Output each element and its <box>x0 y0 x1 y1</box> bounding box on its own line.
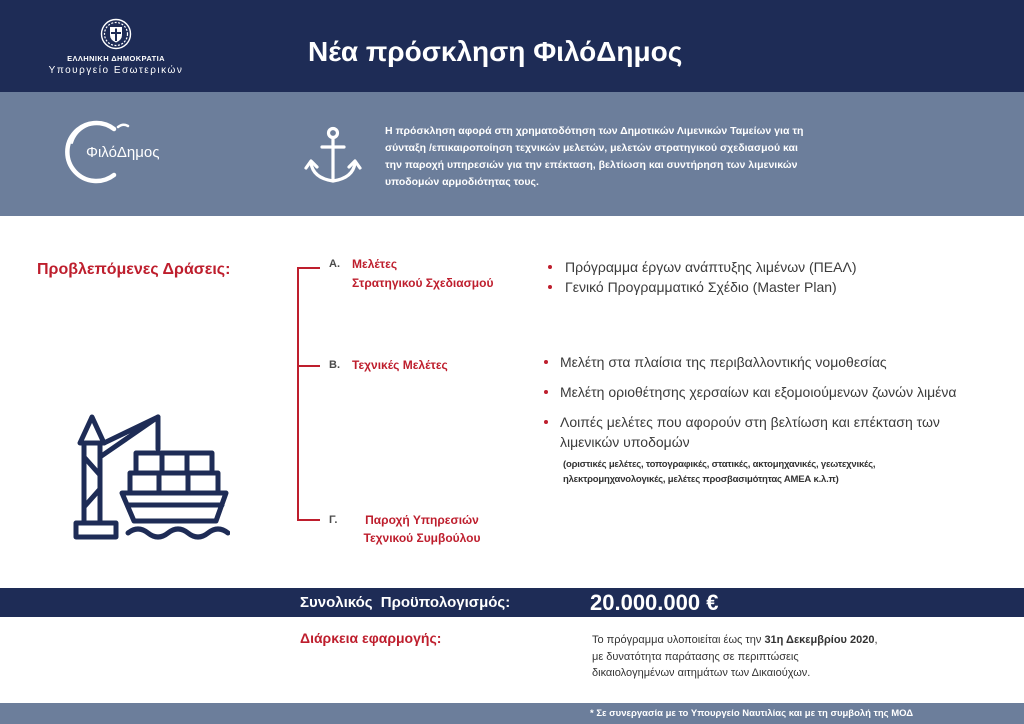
list-item <box>540 352 957 372</box>
group-title-line: Παροχή Υπηρεσιών <box>365 513 479 527</box>
group-title <box>352 255 493 293</box>
budget-amount: 20.000.000 € <box>590 590 719 615</box>
bullet-dot <box>544 420 548 424</box>
studies-note <box>563 457 875 487</box>
budget-band <box>0 588 1024 617</box>
intro-line: την παροχή υπηρεσιών για την επέκταση, βελτίωση και συντήρηση των λιμενικών <box>385 159 798 171</box>
footer-note: * Σε συνεργασία με το Υπουργείο Ναυτιλίας και με τη συμβολή της ΜΟΔ <box>590 708 914 719</box>
group-letter: Γ. <box>329 514 338 526</box>
group-letter: Α. <box>329 258 340 270</box>
bullet-dot <box>544 360 548 364</box>
bracket-tick-a <box>297 267 320 269</box>
budget-label: Συνολικός Προϋπολογισμός: <box>300 594 511 611</box>
header-band <box>0 0 1024 92</box>
actions-bracket <box>297 267 320 521</box>
anchor-icon <box>303 126 363 186</box>
list-item-text: Πρόγραμμα έργων ανάπτυξης λιμένων (ΠΕΑΛ) <box>565 259 857 275</box>
list-item-text: Λοιπές μελέτες που αφορούν στη βελτίωση και επέκταση των <box>560 414 940 430</box>
duration-section <box>0 617 1024 703</box>
group-title <box>352 356 448 375</box>
bullet-dot <box>544 390 548 394</box>
group-title <box>352 511 492 547</box>
intro-line: Η πρόσκληση αφορά στη χρηματοδότηση των Δημοτικών Λιμενικών Ταμείων για τη <box>385 125 804 137</box>
footer-band <box>0 703 1024 724</box>
duration-text <box>592 632 878 682</box>
bracket-tick-c <box>297 519 320 521</box>
logo-wordmark: ΦιλόΔημος <box>86 144 160 161</box>
intro-paragraph <box>385 123 803 191</box>
bullet-list <box>540 352 957 462</box>
duration-text-part: , <box>874 634 878 646</box>
bullet-list <box>545 257 856 297</box>
bullet-dot <box>548 265 552 269</box>
group-title-line: Τεχνικές Μελέτες <box>352 358 448 372</box>
duration-label: Διάρκεια εφαρμογής: <box>300 630 442 646</box>
group-title-line: Τεχνικού Συμβούλου <box>363 531 481 545</box>
org-ministry-label: Υπουργείο Εσωτερικών <box>48 65 184 76</box>
note-line: (οριστικές μελέτες, τοπογραφικές, στατικές, ακτομηχανικές, γεωτεχνικές, <box>563 459 876 470</box>
list-item-text: Μελέτη οριοθέτησης χερσαίων και εξομοιούμενων ζωνών λιμένα <box>560 384 957 400</box>
duration-line-2: με δυνατότητα παράτασης σε περιπτώσεις <box>592 650 799 663</box>
intro-band <box>0 92 1024 216</box>
bracket-line <box>297 268 299 521</box>
bracket-tick-b <box>297 365 320 367</box>
greek-coat-of-arms-icon <box>100 18 132 50</box>
group-letter: Β. <box>329 359 340 371</box>
duration-text-part: Το πρόγραμμα υλοποιείται έως την <box>592 634 765 646</box>
group-title-line: Μελέτες <box>352 257 398 271</box>
action-group-b <box>320 350 1000 500</box>
actions-section <box>0 216 1024 588</box>
list-item <box>540 382 957 402</box>
page-title: Νέα πρόσκληση ΦιλόΔημος <box>308 36 683 67</box>
duration-line-3: δικαιολογημένων αιτημάτων των Δικαιούχων. <box>592 667 811 679</box>
group-title-line: Στρατηγικού Σχεδιασμού <box>352 276 494 290</box>
duration-deadline: 31η Δεκεμβρίου 2020 <box>764 634 875 646</box>
list-item <box>545 257 856 277</box>
action-group-c <box>320 508 620 558</box>
intro-line: σύνταξη /επικαιροποίηση τεχνικών μελετών, μελετών στρατηγικού σχεδιασμού και <box>385 142 798 154</box>
list-item <box>540 412 957 452</box>
list-item-text: λιμενικών υποδομών <box>560 434 690 450</box>
duration-line-1 <box>592 632 878 649</box>
list-item-text: Μελέτη στα πλαίσια της περιβαλλοντικής νομοθεσίας <box>560 354 887 370</box>
org-country-label: ΕΛΛΗΝΙΚΗ ΔΗΜΟΚΡΑΤΙΑ <box>67 54 165 63</box>
list-item-text: Γενικό Προγραμματικό Σχέδιο (Master Plan) <box>565 279 837 295</box>
bullet-dot <box>548 285 552 289</box>
intro-line: υποδομών αρμοδιότητας τους. <box>385 176 539 188</box>
note-line: ηλεκτρομηχανολογικές, μελέτες προσβασιμότητας ΑΜΕΑ κ.λ.π) <box>563 474 839 485</box>
actions-heading: Προβλεπόμενες Δράσεις: <box>37 261 231 278</box>
list-item <box>545 277 856 297</box>
action-group-a <box>320 252 1000 322</box>
port-crane-ship-icon <box>70 405 230 545</box>
